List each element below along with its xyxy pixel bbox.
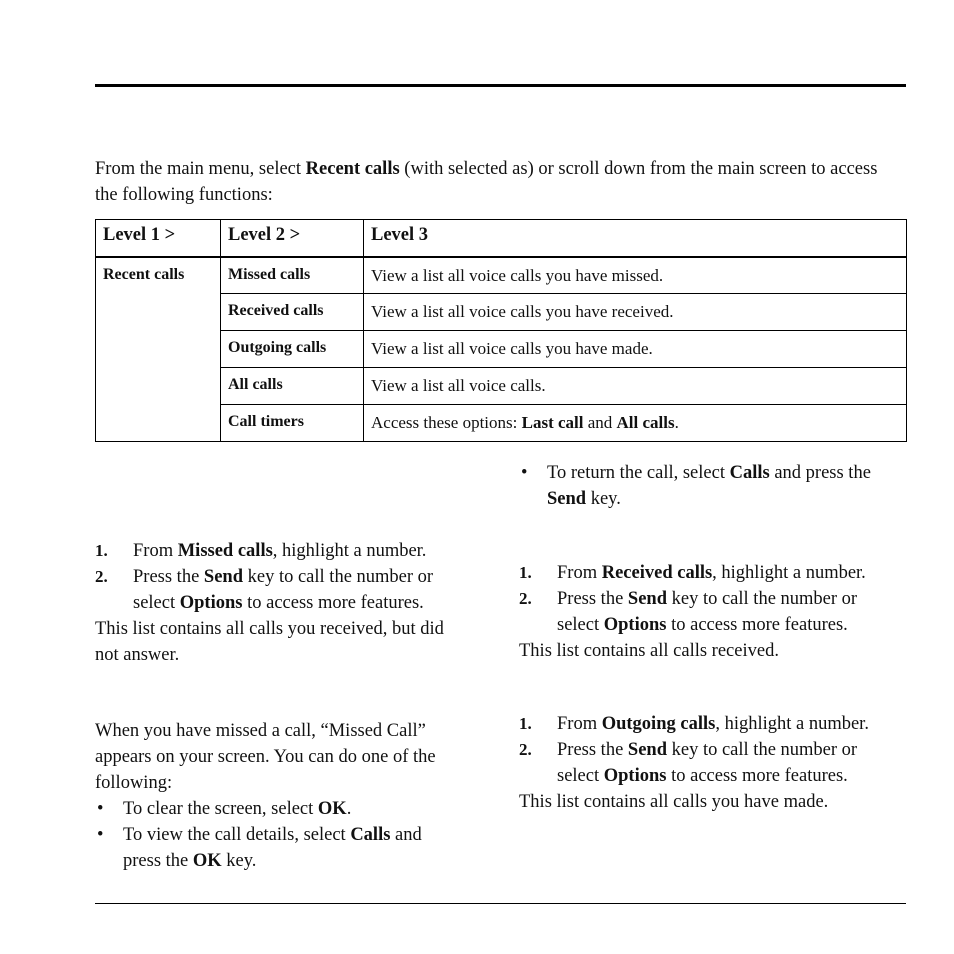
- missed-call-options: [95, 796, 445, 874]
- list-item: 2. Press the Send key to call the number or select Options to access more features.: [519, 740, 858, 786]
- return-call-section: [519, 460, 889, 512]
- received-calls-section: [519, 560, 899, 664]
- list-item: 2. Press the Send key to call the number or select Options to access more features.: [95, 567, 434, 613]
- level3-cell: View a list all voice calls you have missed.: [364, 257, 907, 294]
- table-header-row: [96, 220, 907, 257]
- received-calls-note: This list contains all calls received.: [519, 641, 779, 661]
- outgoing-calls-steps: [519, 711, 899, 789]
- level3-cell: View a list all voice calls you have received.: [364, 294, 907, 331]
- level3-cell: View a list all voice calls you have made.: [364, 331, 907, 368]
- level2-cell: Outgoing calls: [221, 331, 364, 368]
- menu-table: [95, 219, 907, 442]
- missed-calls-section: [95, 538, 465, 668]
- outgoing-calls-section: [519, 711, 899, 815]
- level1-cell: Recent calls: [96, 257, 221, 442]
- level3-cell: View a list all voice calls.: [364, 368, 907, 405]
- list-item: 1. From Received calls, highlight a number.: [519, 563, 866, 583]
- table-row: [96, 257, 907, 294]
- outgoing-calls-note: This list contains all calls you have made.: [519, 792, 829, 812]
- list-item: 1. From Outgoing calls, highlight a number.: [519, 714, 869, 734]
- level2-cell: Received calls: [221, 294, 364, 331]
- level2-cell: All calls: [221, 368, 364, 405]
- intro-paragraph: From the main menu, select Recent calls (with selected as) or scroll down from the main screen to access the following functions:: [95, 159, 878, 205]
- received-calls-steps: [519, 560, 899, 638]
- list-item: 2. Press the Send key to call the number or select Options to access more features.: [519, 589, 858, 635]
- header-level-2: Level 2 >: [221, 220, 364, 257]
- list-item: 1. From Missed calls, highlight a number.: [95, 541, 427, 561]
- level3-cell: Access these options: Last call and All calls.: [364, 405, 907, 442]
- list-item: • To clear the screen, select OK.: [97, 799, 352, 819]
- header-level-1: Level 1 >: [96, 220, 221, 257]
- list-item: • To return the call, select Calls and press the Send key.: [521, 463, 871, 509]
- footer-rule: [95, 903, 906, 904]
- list-item: • To view the call details, select Calls and press the OK key.: [97, 825, 422, 871]
- missed-call-alert-section: [95, 718, 445, 874]
- header-rule: [95, 84, 906, 87]
- header-level-3: Level 3: [364, 220, 907, 257]
- missed-calls-note: This list contains all calls you received, but did not answer.: [95, 619, 444, 665]
- level2-cell: Call timers: [221, 405, 364, 442]
- missed-calls-steps: [95, 538, 465, 616]
- missed-call-alert-text: When you have missed a call, “Missed Call” appears on your screen. You can do one of the following:: [95, 721, 436, 793]
- level2-cell: Missed calls: [221, 257, 364, 294]
